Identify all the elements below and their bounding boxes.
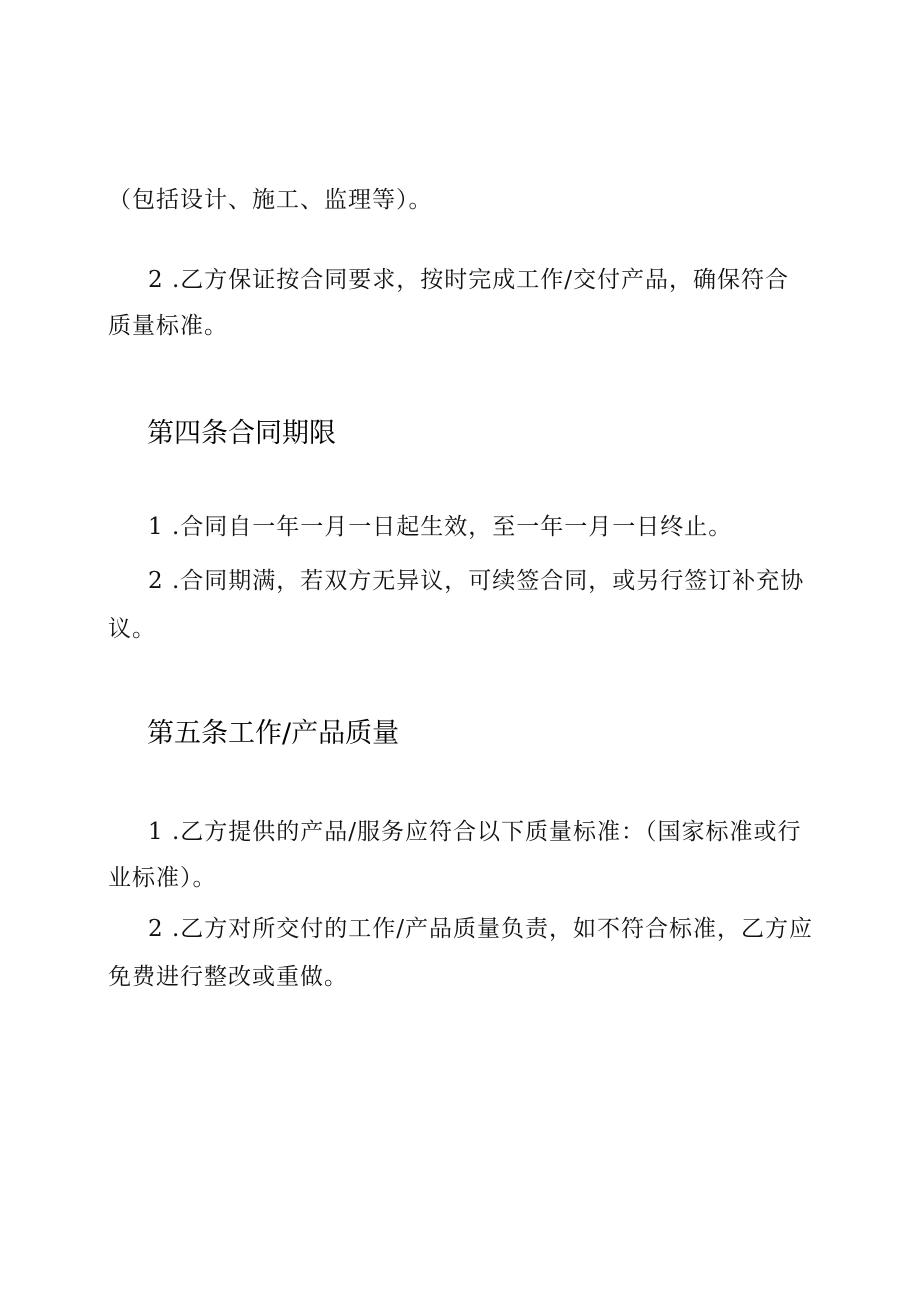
article5-item1-line1: 1 .乙方提供的产品/服务应符合以下质量标准：（国家标准或行 [148, 819, 802, 845]
article5-item1-line2: 业标准）。 [108, 865, 217, 891]
article3-item2-line2: 质量标准。 [108, 313, 228, 339]
article4-item2-line1: 2 .合同期满，若双方无异议，可续签合同，或另行签订补充协 [148, 568, 805, 594]
article5-heading: 第五条工作/产品质量 [147, 718, 400, 749]
article3-item2-line1: 2 .乙方保证按合同要求，按时完成工作/交付产品，确保符合 [148, 267, 790, 293]
article4-heading: 第四条合同期限 [147, 418, 336, 449]
article4-item1: 1 .合同自一年一月一日起生效，至一年一月一日终止。 [148, 514, 733, 540]
article5-item2-line2: 免费进行整改或重做。 [108, 964, 348, 990]
continuation-text: （包括设计、施工、监理等）。 [108, 187, 433, 213]
article4-item2-line2: 议。 [108, 616, 156, 642]
article5-item2-line1: 2 .乙方对所交付的工作/产品质量负责，如不符合标准，乙方应 [148, 916, 814, 942]
